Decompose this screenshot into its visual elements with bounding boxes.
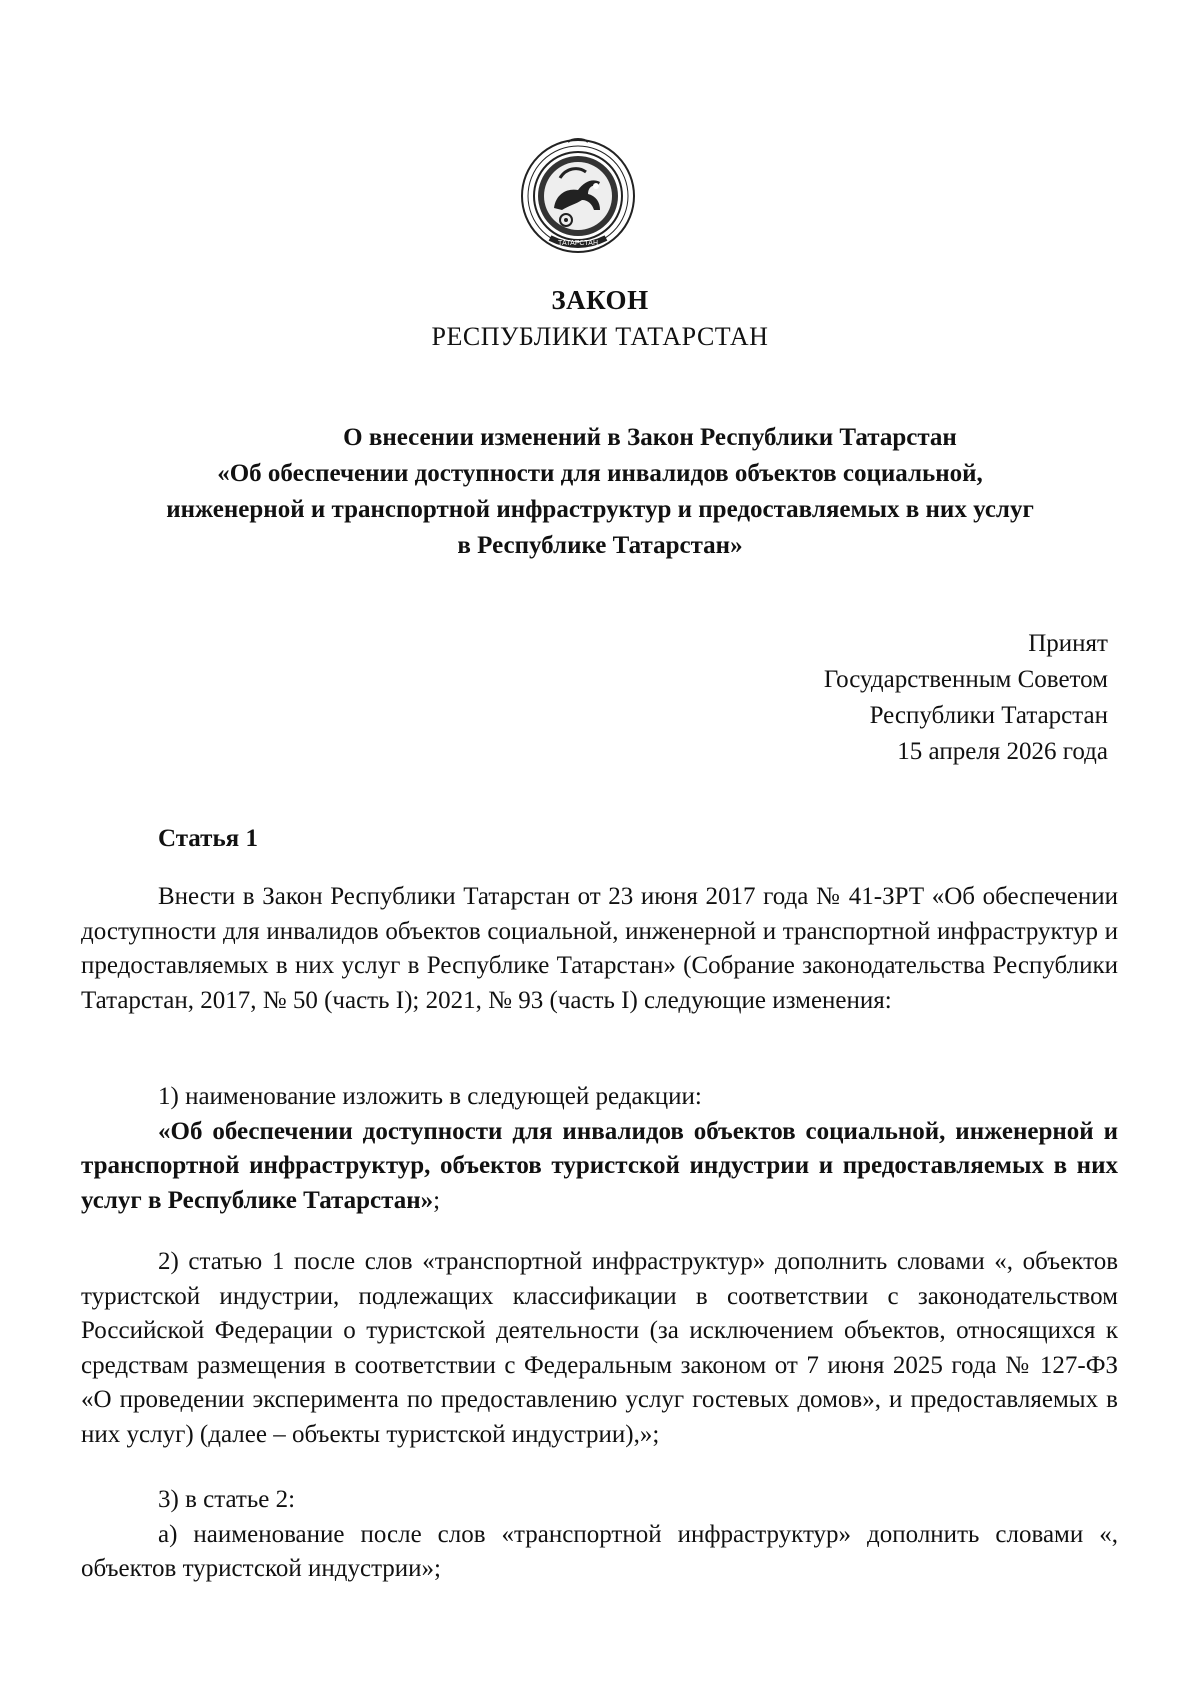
- item-2-paragraph: [81, 1245, 1118, 1452]
- adopted-date: 15 апреля 2026 года: [897, 738, 1108, 765]
- item-1-new-title: [81, 1115, 1118, 1219]
- item-3-lead: 3) в статье 2:: [158, 1486, 296, 1513]
- intro-text: Внести в Закон Республики Татарстан от 23 июня 2017 года № 41-ЗРТ «Об обеспечении доступности для инвалидов объектов социальной, инженерной и транспортной инфраструктур и предоставляемых в них услуг в Республике Татарстан» (Собрание законодательства Республики Татарстан, 2017, № 50 (часть I); 2021, № 93 (часть I) следующие изменения:: [81, 883, 1118, 1014]
- subject-line-4: в Республике Татарстан»: [457, 532, 743, 559]
- item-3-paragraph: [81, 1483, 1118, 1587]
- item-3a-text: а) наименование после слов «транспортной инфраструктур» дополнить словами «, объектов туристской индустрии»;: [81, 1520, 1118, 1582]
- item-2-text: 2) статью 1 после слов «транспортной инфраструктур» дополнить словами «, объектов туристской индустрии, подлежащих классификации в соответствии с законодательством Российской Федерации о туристской деятельности (за исключением объектов, относящихся к средствам размещения в соответствии с Федеральным законом от 7 июня 2025 года № 127-ФЗ «О проведении эксперимента по предоставлению услуг гостевых домов», и предоставляемых в них услуг) (далее – объекты туристской индустрии),»;: [81, 1248, 1118, 1448]
- adopted-line-3: Республики Татарстан: [869, 702, 1108, 729]
- adoption-note: [824, 626, 1108, 770]
- article-intro-paragraph: [81, 880, 1118, 1018]
- law-subject: [90, 420, 1110, 564]
- item-1-paragraph: [81, 1080, 1118, 1218]
- law-title: ЗАКОН: [551, 285, 649, 315]
- subject-line-2: «Об обеспечении доступности для инвалидов объектов социальной,: [217, 460, 983, 487]
- coat-of-arms-emblem: [520, 138, 636, 254]
- article-heading: Статья 1: [158, 825, 258, 852]
- item-1-bold-text: «Об обеспечении доступности для инвалидов объектов социальной, инженерной и транспортной инфраструктур, объектов туристской индустрии и предоставляемых в них услуг в Республике Татарстан»: [81, 1117, 1118, 1214]
- adopted-line-2: Государственным Советом: [823, 666, 1108, 693]
- tatarstan-coat-of-arms-icon: [520, 138, 636, 254]
- item-1-tail: ;: [433, 1186, 441, 1214]
- subject-line-1: О внесении изменений в Закон Республики Татарстан: [343, 424, 957, 451]
- emblem-ring-text: ТАТАРСТАН: [557, 240, 599, 247]
- item-1-lead: 1) наименование изложить в следующей редакции:: [158, 1083, 702, 1110]
- subject-line-3: инженерной и транспортной инфраструктур и предоставляемых в них услуг: [166, 496, 1034, 523]
- adopted-line-1: Принят: [1028, 630, 1108, 657]
- republic-name: РЕСПУБЛИКИ ТАТАРСТАН: [431, 322, 769, 351]
